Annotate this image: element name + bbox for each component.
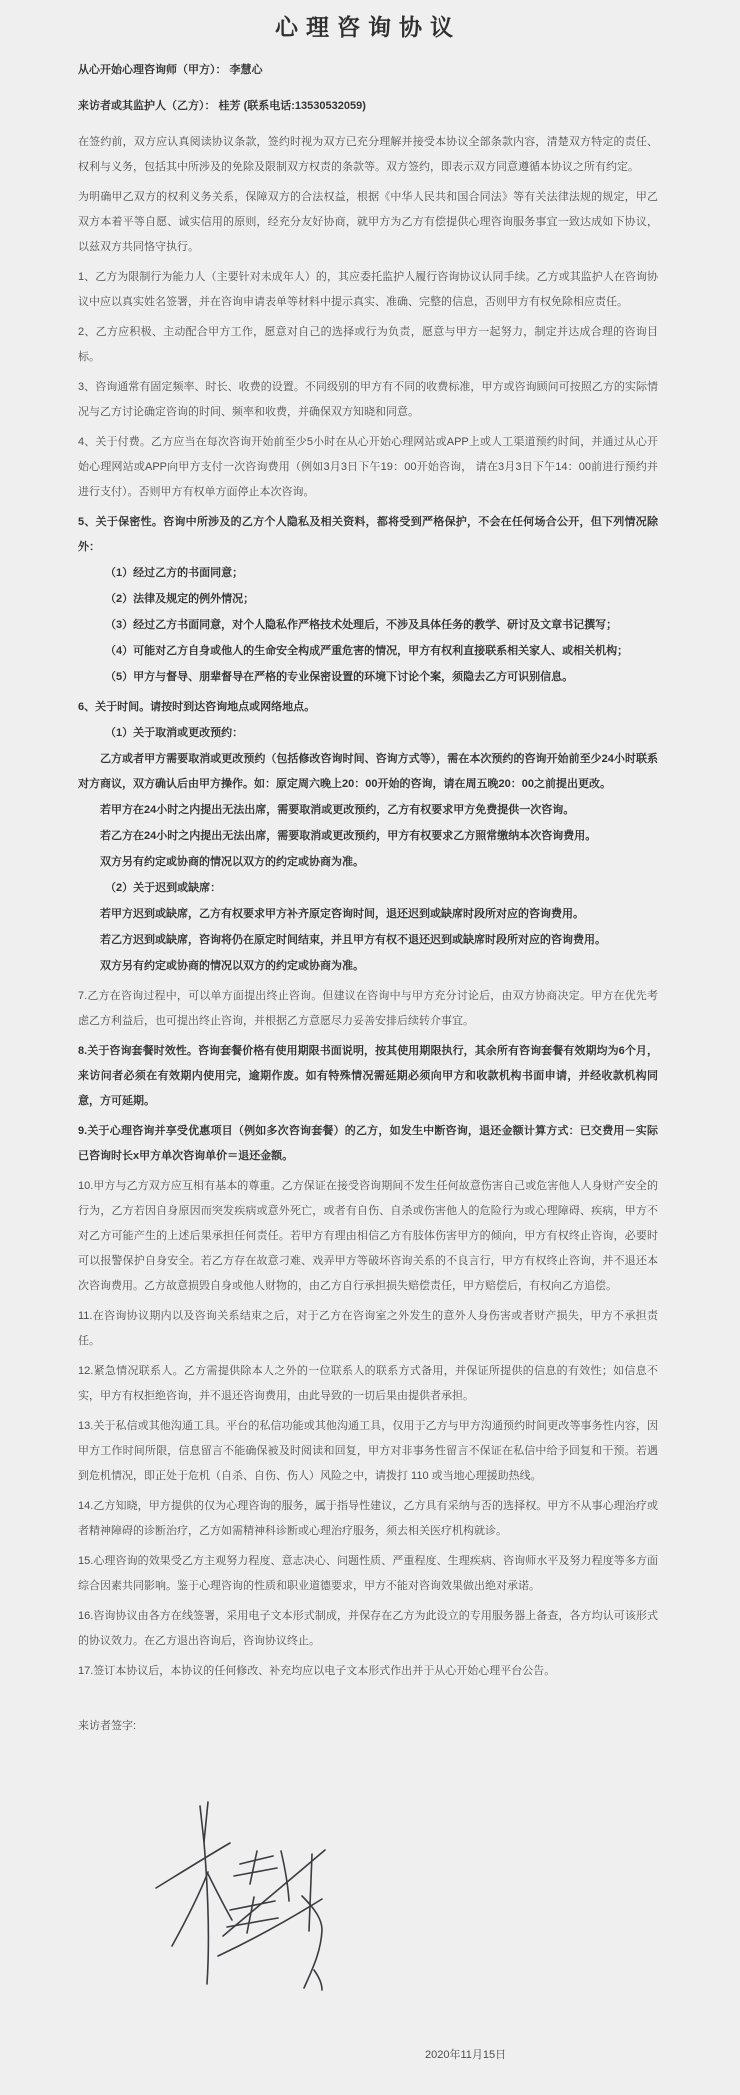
clause-9: 9.关于心理咨询并享受优惠项目（例如多次咨询套餐）的乙方，如发生中断咨询，退还金额计算方式：已交费用－实际已咨询时长x甲方单次咨询单价＝退还金额。 xyxy=(78,1125,658,1162)
clause-6-item-1-rule: 若甲方在24小时之内提出无法出席，需要取消或更改预约，乙方有权要求甲方免费提供一次咨询。 xyxy=(100,804,575,816)
clause-17: 17.签订本协议后，本协议的任何修改、补充均应以电子文本形式作出并于从心开始心理平台公告。 xyxy=(78,1665,556,1677)
page-title: 心理咨询协议 xyxy=(275,14,461,40)
clause-14: 14.乙方知晓，甲方提供的仅为心理咨询的服务，属于指导性建议，乙方具有采纳与否的选择权。甲方不从事心理治疗或者精神障碍的诊断治疗，乙方如需精神科诊断或心理治疗服务，须去相关医疗机构就诊。 xyxy=(78,1500,658,1537)
clause-6-item-1-rule: 双方另有约定或协商的情况以双方的约定或协商为准。 xyxy=(100,856,364,868)
clause-5-item-4: （4）可能对乙方自身或他人的生命安全构成严重危害的情况，甲方有权利直接联系相关家人、或相关机构； xyxy=(105,645,629,657)
party-b-line: 来访者或其监护人（乙方）： 桂芳 (联系电话:13530532059) xyxy=(78,100,366,112)
clause-6-item-2-rule: 若甲方迟到或缺席，乙方有权要求甲方补齐原定咨询时间，退还迟到或缺席时段所对应的咨询费用。 xyxy=(100,908,584,920)
clause-8: 8.关于咨询套餐时效性。咨询套餐价格有使用期限书面说明，按其使用期限执行，其余所有咨询套餐有效期均为6个月，来访问者必须在有效期内使用完，逾期作废。如有特殊情况需延期必须向甲方和收款机构书面申请，并经收款机构同意，方可延期。 xyxy=(78,1045,658,1107)
clause-5-item-1: （1）经过乙方的书面同意； xyxy=(105,567,244,579)
clause-6-item-1-text: 乙方或者甲方需要取消或更改预约（包括修改咨询时间、咨询方式等），需在本次预约的咨询开始前至少24小时联系对方商议，双方确认后由甲方操作。如：原定周六晚上20：00开始的咨询，请在周五晚20：00之前提出更改。 xyxy=(78,753,658,790)
party-a-line: 从心开始心理咨询师（甲方）： 李慧心 xyxy=(78,64,263,76)
clause-1: 1、乙方为限制行为能力人（主要针对未成年人）的，其应委托监护人履行咨询协议认同手续。乙方或其监护人在咨询协议中应以真实姓名签署，并在咨询申请表单等材料中提示真实、准确、完整的信息，否则甲方有权免除相应责任。 xyxy=(78,271,658,308)
clause-6-item-1: （1）关于取消或更改预约： xyxy=(105,727,244,739)
clause-6-item-2-rule: 双方另有约定或协商的情况以双方的约定或协商为准。 xyxy=(100,960,364,972)
signature-drawing xyxy=(150,1798,335,2000)
clause-3: 3、咨询通常有固定频率、时长、收费的设置。不同级别的甲方有不同的收费标准，甲方或咨询顾问可按照乙方的实际情况与乙方讨论确定咨询的时间、频率和收费，并确保双方知晓和同意。 xyxy=(78,381,658,418)
clause-5: 5、关于保密性。咨询中所涉及的乙方个人隐私及相关资料，都将受到严格保护，不会在任何场合公开，但下列情况除外： xyxy=(78,516,658,553)
clause-13: 13.关于私信或其他沟通工具。平台的私信功能或其他沟通工具，仅用于乙方与甲方沟通预约时间更改等事务性内容，因甲方工作时间所限，信息留言不能确保被及时阅读和回复，甲方对非事务性留言不保证在私信中给予回复和干预。若遇到危机情况，即正处于危机（自杀、自伤、伤人）风险之中，请拨打 110 或当地心理援助热线。 xyxy=(78,1420,658,1482)
clause-12: 12.紧急情况联系人。乙方需提供除本人之外的一位联系人的联系方式备用，并保证所提供的信息的有效性；如信息不实，甲方有权拒绝咨询，并不退还咨询费用，由此导致的一切后果由提供者承担。 xyxy=(78,1365,658,1402)
handwritten-signature xyxy=(150,1798,335,2000)
signature-date: 2020年11月15日 xyxy=(425,2049,507,2061)
clause-6-item-2: （2）关于迟到或缺席： xyxy=(105,882,222,894)
clause-2: 2、乙方应积极、主动配合甲方工作，愿意对自己的选择或行为负责，愿意与甲方一起努力，制定并达成合理的咨询目标。 xyxy=(78,326,658,363)
clause-11: 11.在咨询协议期内以及咨询关系结束之后，对于乙方在咨询室之外发生的意外人身伤害或者财产损失，甲方不承担责任。 xyxy=(78,1310,658,1347)
visitor-signature-label: 来访者签字: xyxy=(78,1720,137,1732)
intro-paragraph: 在签约前，双方应认真阅读协议条款，签约时视为双方已充分理解并接受本协议全部条款内容，清楚双方特定的责任、权利与义务，包括其中所涉及的免除及限制双方权责的条款等。双方签约，即表示双方同意遵循本协议之所有约定。 xyxy=(78,136,658,173)
clause-7: 7.乙方在咨询过程中，可以单方面提出终止咨询。但建议在咨询中与甲方充分讨论后，由双方协商决定。甲方在优先考虑乙方利益后，也可提出终止咨询，并根据乙方意愿尽力妥善安排后续转介事宜。 xyxy=(78,990,658,1027)
clause-4: 4、关于付费。乙方应当在每次咨询开始前至少5小时在从心开始心理网站或APP上或人工渠道预约时间，并通过从心开始心理网站或APP向甲方支付一次咨询费用（例如3月3日下午19：00开始咨询， 请在3月3日下午14：00前进行预约并进行支付）。否则甲方有权单方面停止本次咨询。 xyxy=(78,436,658,498)
clause-6: 6、关于时间。请按时到达咨询地点或网络地点。 xyxy=(78,701,316,713)
clause-6-item-2-rule: 若乙方迟到或缺席，咨询将仍在原定时间结束，并且甲方有权不退还迟到或缺席时段所对应的咨询费用。 xyxy=(100,934,606,946)
clause-6-item-1-rule: 若乙方在24小时之内提出无法出席，需要取消或更改预约，甲方有权要求乙方照常缴纳本次咨询费用。 xyxy=(100,830,597,842)
clause-5-item-5: （5）甲方与督导、朋辈督导在严格的专业保密设置的环境下讨论个案，须隐去乙方可识别信息。 xyxy=(105,671,574,683)
clause-10: 10.甲方与乙方双方应互相有基本的尊重。乙方保证在接受咨询期间不发生任何故意伤害自己或危害他人人身财产安全的行为，乙方若因自身原因而突发疾病或意外死亡，或者有自伤、自杀或伤害他人的危险行为或心理障碍、疾病，甲方不对乙方可能产生的上述后果承担任何责任。若甲方有理由相信乙方有肢体伤害甲方的倾向，甲方有权终止咨询，必要时可以报警保护自身安全。若乙方存在故意刁难、戏弄甲方等破坏咨询关系的不良言行，甲方有权终止咨询，并不退还本次咨询费用。乙方故意损毁自身或他人财物的，由乙方自行承担损失赔偿责任，甲方赔偿后，有权向乙方追偿。 xyxy=(78,1180,658,1292)
clause-5-item-2: （2）法律及规定的例外情况； xyxy=(105,593,255,605)
clause-5-item-3: （3）经过乙方书面同意，对个人隐私作严格技术处理后，不涉及具体任务的教学、研讨及文章书记撰写； xyxy=(105,619,618,631)
intro-paragraph: 为明确甲乙双方的权利义务关系，保障双方的合法权益，根据《中华人民共和国合同法》等有关法律法规的规定，甲乙双方本着平等自愿、诚实信用的原则，经充分友好协商，就甲方为乙方有偿提供心理咨询服务事宜一致达成如下协议，以兹双方共同恪守执行。 xyxy=(78,191,658,253)
clause-15: 15.心理咨询的效果受乙方主观努力程度、意志决心、问题性质、严重程度、生理疾病、咨询师水平及努力程度等多方面综合因素共同影响。鉴于心理咨询的性质和职业道德要求，甲方不能对咨询效果做出绝对承诺。 xyxy=(78,1555,658,1592)
clause-16: 16.咨询协议由各方在线签署，采用电子文本形式制成，并保存在乙方为此设立的专用服务器上备查，各方均认可该形式的协议效力。在乙方退出咨询后，咨询协议终止。 xyxy=(78,1610,658,1647)
